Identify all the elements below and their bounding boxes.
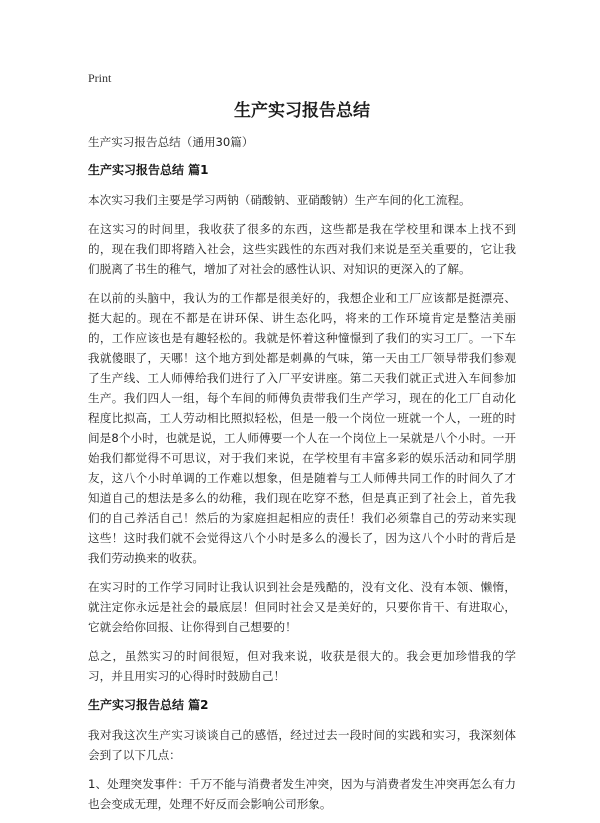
paragraph: 我对我这次生产实习谈谈自己的感悟，经过过去一段时间的实践和实习，我深刻体会到了以下几点： bbox=[88, 728, 516, 762]
section-heading-1: 生产实习报告总结 篇1 bbox=[88, 163, 209, 177]
paragraph: 1、处理突发事件：千万不能与消费者发生冲突，因为与消费者发生冲突再怎么有力也会变成无理，处理不好反而会影响公司形象。 bbox=[88, 777, 516, 811]
document-body bbox=[88, 132, 516, 823]
paragraph: 在实习时的工作学习同时让我认识到社会是残酷的，没有文化、没有本领、懒惰，就注定你永远是社会的最底层！但同时社会又是美好的，只要你肯干、有进取心，它就会给你回报、让你得到自己想要的！ bbox=[88, 580, 516, 634]
paragraph: 在以前的头脑中，我认为的工作都是很美好的，我想企业和工厂应该都是挺漂亮、挺大起的。现在不都是在讲环保、讲生态化吗，将来的工作环境肯定是整洁美丽的，工作应该也是有趣轻松的。我就是怀着这种憧憬到了我们的实习工厂。一下车我就傻眼了，天哪！这个地方到处都是刺鼻的气味，第一天由工厂领导带我们参观了生产线、工人师傅给我们进行了入厂平安讲座。第二天我们就正式进入车间参加生产。我们四人一组，每个车间的师傅负责带我们生产学习，现在的化工厂自动化程度比拟高，工人劳动相比照拟轻松，但是一般一个岗位一班就一个人，一班的时间是8个小时，也就是说，工人师傅要一个人在一个岗位上一呆就是八个小时。一开始我们都觉得不可思议，对于我们来说，在学校里有丰富多彩的娱乐活动和同学朋友，这八个小时单调的工作难以想象，但是随着与工人师傅共同工作的时间久了才知道自己的想法是多么的幼稚，我们现在吃穿不愁，但是真正到了社会上，首先我们的自己养活自己！然后的为家庭担起相应的责任！我们必须靠自己的劳动来实现这些！这时我们就不会觉得这八个小时是多么的漫长了，因为这八个小时的背后是我们劳动换来的收获。 bbox=[88, 291, 516, 565]
paragraph: 在这实习的时间里，我收获了很多的东西，这些都是我在学校里和课本上找不到的，现在我们即将踏入社会，这些实践性的东西对我们来说是至关重要的，它让我们脱离了书生的稚气，增加了对社会的感性认识、对知识的更深入的了解。 bbox=[88, 222, 516, 276]
section-heading-2: 生产实习报告总结 篇2 bbox=[88, 698, 209, 712]
paragraph: 本次实习我们主要是学习两钠（硝酸钠、亚硝酸钠）生产车间的化工流程。 bbox=[88, 193, 471, 207]
page-title: 生产实习报告总结 bbox=[234, 101, 370, 121]
print-link[interactable]: Print bbox=[88, 71, 112, 85]
paragraph: 总之，虽然实习的时间很短，但对我来说，收获是很大的。我会更加珍惜我的学习，并且用实习的心得时时鼓励自己！ bbox=[88, 649, 516, 683]
document-subtitle: 生产实习报告总结（通用30篇） bbox=[88, 135, 254, 149]
